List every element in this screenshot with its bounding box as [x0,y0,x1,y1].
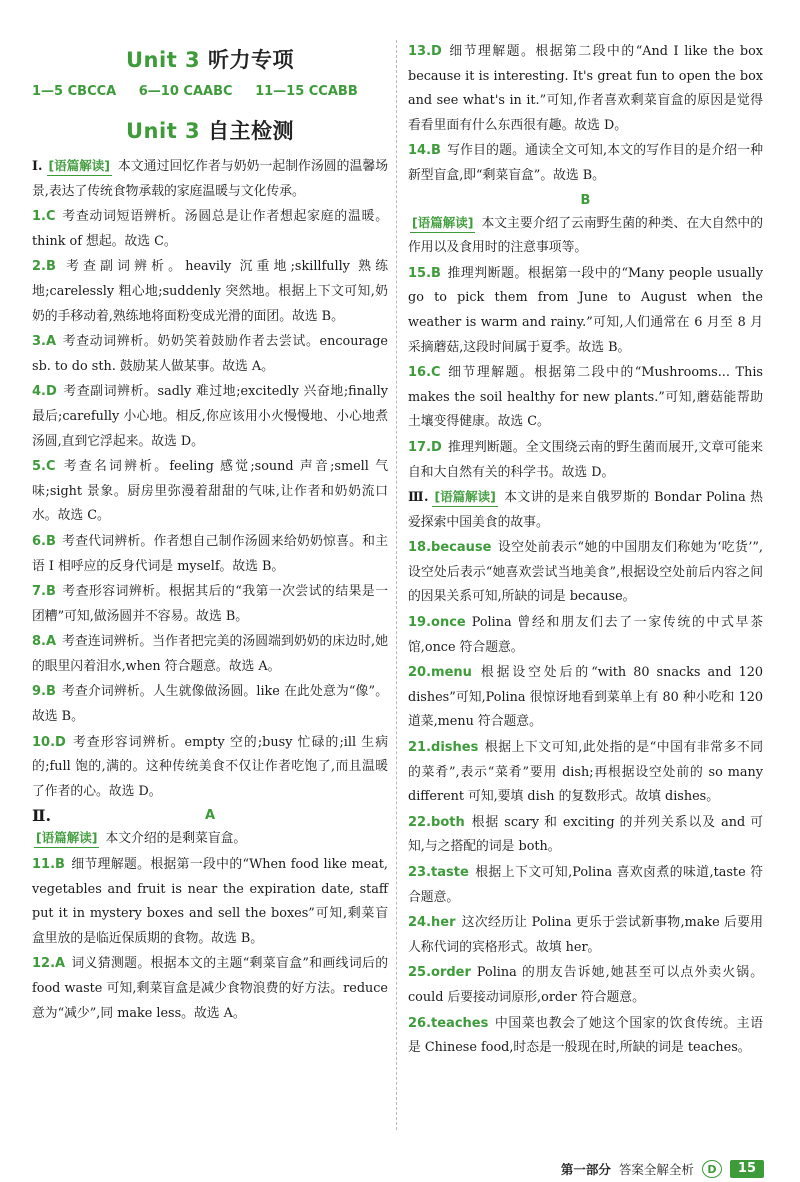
answer-item [408,40,763,138]
answer-item [408,1012,763,1061]
question-number: 1.C [32,209,56,225]
explanation-text: 细节理解题。根据第一段中的“When food like meat, vegetables and fruit is near the expiration date, staff put it in mystery boxes and sell the boxes”可知,剩菜盲盒里放的是临近保质期的食物。故选 B。 [32,857,388,946]
section-numeral: Ⅲ. [408,490,429,506]
answer-item [32,731,388,805]
explanation-text: 词义猜测题。根据本文的主题“剩菜盲盒”和画线词后的 food waste 可知,剩菜盲盒是减少食物浪费的好方法。reduce 意为“减少”,同 make less。故选 A。 [32,956,388,1021]
answer-item [32,380,388,454]
question-number: 10.D [32,734,66,750]
answer-item [32,580,388,629]
left-column [32,40,388,1027]
explanation-text: 根据 scary 和 exciting 的并列关系以及 and 可知,与之搭配的词是 both。 [408,814,763,855]
question-number: 4.D [32,384,57,400]
answer-item [408,361,763,435]
explanation-text: Polina 曾经和朋友们去了一家传统的中式早茶馆,once 符合题意。 [408,615,763,655]
explanation-text: 考查副词辨析。sadly 难过地;excitedly 兴奋地;finally 最后;carefully 小心地。相反,你应该用小火慢慢地、小心地煮汤圆,直到它浮起来。故选 D。 [32,384,388,449]
explanation-text: 推理判断题。全文围绕云南的野生菌而展开,文章可能来自和大自然有关的科学书。故选 D。 [408,439,763,480]
answer-item [32,255,388,329]
question-number: 17.D [408,439,442,455]
passage-analysis-tag: [语篇解读] [47,157,112,176]
question-number: 26.teaches [408,1015,489,1031]
answer-item [32,952,388,1026]
footer-part: 第一部分 [560,1162,611,1177]
section-2a-items [408,40,763,189]
answer-item [408,436,763,485]
question-number: 11.B [32,857,65,873]
explanation-text: 设空处前表示“她的中国朋友们称她为‘吃货’”,设空处后表示“她喜欢尝试当地美食”,根据设空处前后内容之间的因果关系可知,所缺的词是 because。 [408,540,763,605]
explanation-text: 细节理解题。根据第二段中的“Mushrooms... This makes the soil healthy for new plants.”可知,蘑菇能帮助土壤变得健康。故选 C。 [408,365,763,430]
answer-item [408,611,763,660]
answer-item [32,853,388,951]
question-number: 6.B [32,533,56,549]
page-number: 15 [730,1160,764,1178]
answer-item [408,811,763,860]
passage-letter: A [204,808,216,824]
answer-item [32,680,388,729]
section-2b-intro: [语篇解读] 本文主要介绍了云南野生菌的种类、在大自然中的作用以及食用时的注意事项等。 [408,214,763,256]
explanation-text: 这次经历让 Polina 更乐于尝试新事物,make 后要用人称代词的宾格形式。故填 her。 [408,915,763,955]
page-footer [561,1160,764,1178]
section-1-intro: Ⅰ. [语篇解读] 本文通过回忆作者与奶奶一起制作汤圆的温馨场景,表达了传统食物承载的家庭温暖与文化传承。 [32,158,388,199]
explanation-text: 细节理解题。根据第二段中的“And I like the box because it is interesting. It's great fun to open the box and see what's in it.”可知,作者喜欢剩菜盲盒的原因是觉得看看里面有什么东西很有趣。故选 D。 [408,44,763,133]
explanation-text: 根据设空处后的“with 80 snacks and 120 dishes”可知,Polina 很惊讶地看到菜单上有 80 种小吃和 120 道菜,menu 符合题意。 [408,665,763,730]
explanation-text: 根据上下文可知,Polina 喜欢卤煮的味道,taste 符合题意。 [408,865,763,905]
question-number: 9.B [32,684,56,700]
answer-item [32,630,388,679]
answer-item [408,262,763,360]
explanation-text: 考查形容词辨析。empty 空的;busy 忙碌的;ill 生病的;full 饱的,满的。这种传统美食不仅让作者吃饱了,而且温暖了作者的心。故选 D。 [32,734,388,799]
question-number: 16.C [408,365,441,381]
answer-item [32,455,388,529]
question-number: 13.D [408,44,442,59]
section-2-items [32,853,388,1026]
answer-group: 1—5 CBCCA [32,84,117,99]
question-number: 3.A [32,334,57,350]
listening-answers [32,84,388,99]
answer-group: 11—15 CCABB [255,84,358,99]
explanation-text: 中国菜也教会了她这个国家的饮食传统。主语是 Chinese food,时态是一般现在时,所缺的词是 teaches。 [408,1015,763,1056]
passage-analysis-tag: [语篇解读] [410,214,475,233]
answer-item [32,330,388,379]
right-column [408,40,763,1062]
explanation-text: 考查介词辨析。人生就像做汤圆。like 在此处意为“像”。故选 B。 [32,684,388,725]
question-number: 7.B [32,584,56,600]
section-3-items [408,536,763,1060]
answer-item [408,861,763,910]
answer-item [408,961,763,1010]
question-number: 19.once [408,615,466,631]
question-number: 21.dishes [408,740,479,756]
explanation-text: 考查代词辨析。作者想自己制作汤圆来给奶奶惊喜。和主语 I 相呼应的反身代词是 myself。故选 B。 [32,533,388,574]
question-number: 23.taste [408,865,469,880]
answer-item [408,736,763,810]
section-1-items [32,205,388,804]
section-2b-items [408,262,763,485]
question-number: 20.menu [408,665,472,681]
self-test-title: Unit 3 自主检测 [126,119,294,143]
section-2-intro: [语篇解读] 本文介绍的是剩菜盲盒。 [36,830,247,847]
question-number: 15.B [408,265,441,281]
answer-item [408,536,763,610]
answer-item [408,661,763,735]
explanation-text: 考查名词辨析。feeling 感觉;sound 声音;smell 气味;sight 景象。厨房里弥漫着甜甜的气味,让作者和奶奶流口水。故选 C。 [32,459,388,524]
question-number: 22.both [408,814,465,830]
answer-item [32,205,388,254]
explanation-text: 考查连词辨析。当作者把完美的汤圆端到奶奶的床边时,她的眼里闪着泪水,when 符合题意。故选 A。 [32,634,388,674]
section-numeral: Ⅱ. [32,806,52,826]
explanation-text: 考查动词短语辨析。汤圆总是让作者想起家庭的温暖。think of 想起。故选 C。 [32,209,388,249]
explanation-text: Polina 的朋友告诉她,她甚至可以点外卖火锅。could 后要接动词原形,order 符合题意。 [408,965,763,1005]
passage-analysis-tag: [语篇解读] [34,829,99,848]
answer-item [408,911,763,960]
answer-group: 6—10 CAABC [138,84,233,99]
question-number: 2.B [32,259,56,275]
explanation-text: 考查动词辨析。奶奶笑着鼓励作者去尝试。encourage sb. to do sth. 鼓励某人做某事。故选 A。 [32,334,388,374]
question-number: 14.B [408,143,441,159]
footer-badge: D [702,1160,722,1178]
column-divider [396,40,397,1130]
section-3-intro: Ⅲ. [语篇解读] 本文讲的是来自俄罗斯的 Bondar Polina 热爱探索中国美食的故事。 [408,489,763,530]
explanation-text: 根据上下文可知,此处指的是“中国有非常多不同的菜肴”,表示“菜肴”要用 dish;再根据设空处前的 so many different 可知,要填 dish 的复数形式。故填 dishes。 [408,740,763,805]
answer-item [32,530,388,579]
question-number: 5.C [32,459,56,475]
section-numeral: Ⅰ. [32,159,43,174]
answer-item [408,139,763,188]
question-number: 24.her [408,915,456,931]
footer-label: 答案全解全析 [618,1162,694,1177]
explanation-text: 推理判断题。根据第一段中的“Many people usually go to pick them from June to August when the weather is warm and rainy.”可知,人们通常在 6 月至 8 月采摘蘑菇,这段时间属于夏季。故选 B。 [408,265,763,355]
explanation-text: 考查副词辨析。heavily 沉重地;skillfully 熟练地;carelessly 粗心地;suddenly 突然地。根据上下文可知,奶奶的手移动着,熟练地将面粉变成光滑的面团。故选 B。 [32,259,388,324]
section-2-header [32,805,388,827]
listening-title: Unit 3 听力专项 [126,48,294,72]
explanation-text: 考查形容词辨析。根据其后的“我第一次尝试的结果是一团糟”可知,做汤圆并不容易。故选 B。 [32,584,388,624]
passage-letter: B [580,192,591,208]
explanation-text: 写作目的题。通读全文可知,本文的写作目的是介绍一种新型盲盒,即“剩菜盲盒”。故选 B。 [408,143,763,183]
question-number: 8.A [32,634,57,650]
question-number: 18.because [408,540,492,556]
question-number: 25.order [408,965,471,981]
passage-analysis-tag: [语篇解读] [432,488,497,507]
question-number: 12.A [32,956,66,972]
